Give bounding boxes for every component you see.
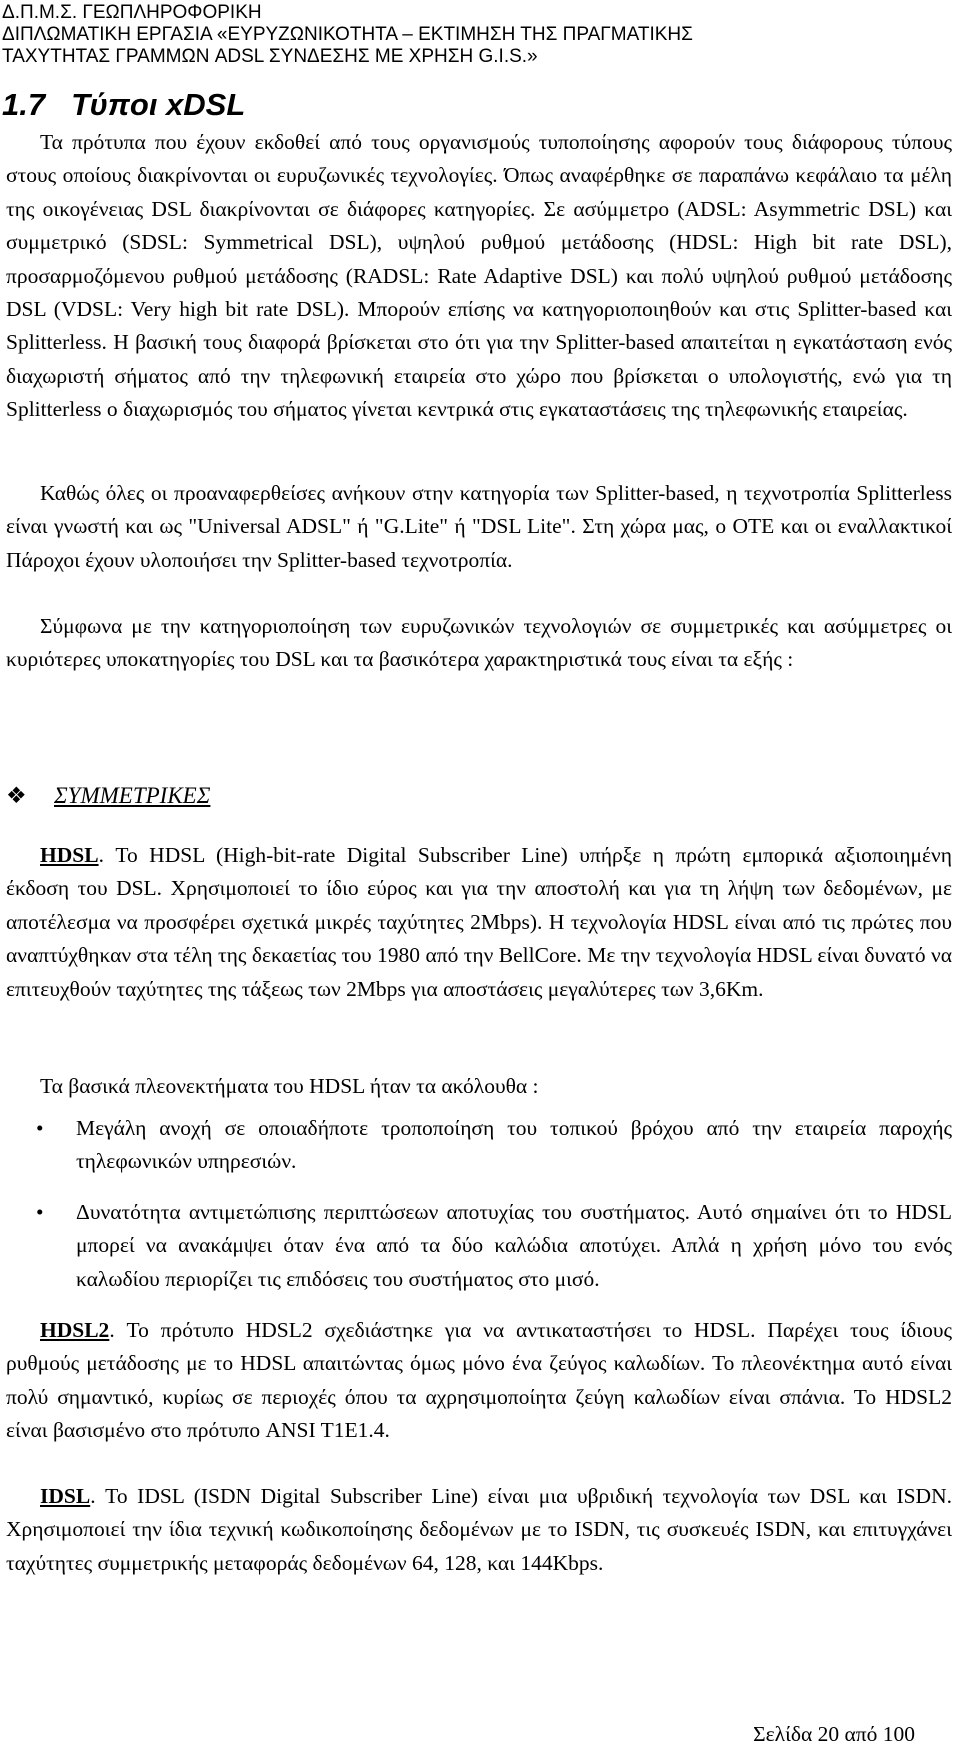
paragraph-hdsl xyxy=(6,839,952,1006)
list-item-text: Μεγάλη ανοχή σε οποιαδήποτε τροποποίηση του τοπικού βρόχου από την εταιρεία παροχής τηλεφωνικών υπηρεσιών. xyxy=(76,1116,952,1174)
term-idsl: IDSL xyxy=(40,1484,91,1508)
paragraph-splitterless: Καθώς όλες οι προαναφερθείσες ανήκουν στην κατηγορία των Splitter-based, η τεχνοτροπία Splitterless είναι γνωστή και ως "Universal ADSL" ή "G.Lite" ή "DSL Lite". Στη χώρα μας, ο ΟΤΕ και οι εναλλακτικοί Πάροχοι έχουν υλοποιήσει την Splitter-based τεχνοτροπία. xyxy=(6,481,952,572)
idsl-description: . Το IDSL (ISDN Digital Subscriber Line) είναι μια υβριδική τεχνολογία των DSL και ISDN. Χρησιμοποιεί την ίδια τεχνική κωδικοποίησης δεδομένων με το ISDN, τις συσκευές ISDN, και επιτυγχάνει ταχύτητες συμμετρικής μεταφοράς δεδομένων 64, 128, και 144Kbps. xyxy=(6,1484,952,1575)
hdsl2-description: . Το πρότυπο HDSL2 σχεδιάστηκε για να αντικαταστήσει το HDSL. Παρέχει τους ίδιους ρυθμούς μετάδοσης με το HDSL απαιτώντας όμως μόνο ένα ζεύγος καλωδίων. Το πλεονέκτημα αυτό είναι πολύ σημαντικό, κυρίως σε περιοχές όπου τα αχρησιμοποίητα ζεύγη καλωδίων είναι σπάνια. Το HDSL2 είναι βασισμένο στο πρότυπο ANSI T1E1.4. xyxy=(6,1318,952,1443)
term-hdsl: HDSL xyxy=(40,843,99,867)
list-item-text: Δυνατότητα αντιμετώπισης περιπτώσεων αποτυχίας του συστήματος. Αυτό σημαίνει ότι το HDSL μπορεί να ανακάμψει όταν ένα από τα δύο καλώδια αποτύχει. Απλά η χρήση μόνο του ενός καλωδίου περιορίζει τις επιδόσεις του συστήματος στο μισό. xyxy=(76,1199,952,1291)
hdsl-advantages-list xyxy=(6,1112,952,1313)
categorisation-text-block xyxy=(6,610,952,677)
symmetric-heading xyxy=(6,780,210,812)
list-item xyxy=(6,1112,952,1179)
section-heading xyxy=(2,87,245,123)
hdsl-text-block xyxy=(6,839,952,1006)
page-number: Σελίδα 20 από 100 xyxy=(753,1722,915,1746)
paragraph-categorisation: Σύμφωνα με την κατηγοριοποίηση των ευρυζωνικών τεχνολογιών σε συμμετρικές και ασύμμετρες οι κυριότερες υποκατηγορίες του DSL και τα βασικότερα χαρακτηριστικά τους είναι τα εξής : xyxy=(6,614,952,672)
idsl-text-block xyxy=(6,1480,952,1580)
section-number: 1.7 xyxy=(2,87,46,122)
list-item xyxy=(6,1196,952,1296)
paragraph-hdsl-advantages-intro: Τα βασικά πλεονεκτήματα του HDSL ήταν τα ακόλουθα : xyxy=(40,1074,539,1098)
header-line-1: Δ.Π.Μ.Σ. ΓΕΩΠΛΗΡΟΦΟΡΙΚΗ xyxy=(2,2,262,23)
symmetric-heading-title: ΣΥΜΜΕΤΡΙΚΕΣ xyxy=(54,783,211,808)
section-title: Τύποι xDSL xyxy=(71,87,246,122)
paragraph-types-intro: Τα πρότυπα που έχουν εκδοθεί από τους οργανισμούς τυποποίησης αφορούν τους διάφορους τύπους στους οποίους διακρίνονται οι ευρυζωνικές τεχνολογίες. Όπως αναφέρθηκε σε παραπάνω κεφάλαιο τα μέλη της οικογένειας DSL διακρίνονται σε διάφορες κατηγορίες. Σε ασύμμετρο (ADSL: Asymmetric DSL) και συμμετρικό (SDSL: Symmetrical DSL), υψηλού ρυθμού μετάδοσης (HDSL: High bit rate DSL), προσαρμοζόμενου ρυθμού μετάδοσης (RADSL: Rate Adaptive DSL) και πολύ υψηλού ρυθμού μετάδοσης DSL (VDSL: Very high bit rate DSL). Μπορούν επίσης να κατηγοριοποιηθούν και στις Splitter-based και Splitterless. Η βασική τους διαφορά βρίσκεται στο ότι για την Splitter-based απαιτείται η εγκατάσταση ενός διαχωριστή σήματος από την τηλεφωνική εταιρεία στο χώρο που βρίσκεται ο υπολογιστής, ενώ για τη Splitterless ο διαχωρισμός του σήματος γίνεται κεντρικά στις εγκαταστάσεις της τηλεφωνικής εταιρείας. xyxy=(6,130,952,422)
bullet-icon: • xyxy=(36,1199,44,1224)
intro-text-block xyxy=(6,126,952,427)
paragraph-hdsl2 xyxy=(6,1314,952,1448)
bullet-icon: • xyxy=(36,1116,44,1140)
term-hdsl2: HDSL2 xyxy=(40,1318,110,1342)
hdsl-advantages-intro-block xyxy=(6,1070,952,1103)
header-line-3: ΤΑΧΥΤΗΤΑΣ ΓΡΑΜΜΩΝ ADSL ΣΥΝΔΕΣΗΣ ΜΕ ΧΡΗΣΗ G.I.S.» xyxy=(2,46,538,67)
diamond-bullet-icon: ❖ xyxy=(6,783,27,808)
header-line-2: ΔΙΠΛΩΜΑΤΙΚΗ ΕΡΓΑΣΙΑ «ΕΥΡΥΖΩΝΙΚΟΤΗΤΑ – ΕΚΤΙΜΗΣΗ ΤΗΣ ΠΡΑΓΜΑΤΙΚΗΣ xyxy=(2,24,693,45)
splitter-text-block xyxy=(6,477,952,577)
paragraph-idsl xyxy=(6,1480,952,1580)
running-header xyxy=(2,2,693,68)
hdsl-description: . Το HDSL (High-bit-rate Digital Subscriber Line) υπήρξε η πρώτη εμπορικά αξιοποιημένη έκδοση του DSL. Χρησιμοποιεί το ίδιο εύρος και για την αποστολή και για τη λήψη των δεδομένων, με αποτέλεσμα να προσφέρει σχετικά μικρές ταχύτητες 2Mbps). Η τεχνολογία HDSL είναι από τις πρώτες που αναπτύχθηκαν στα τέλη της δεκαετίας του 1980 από την BellCore. Με την τεχνολογία HDSL είναι δυνατό να επιτευχθούν ταχύτητες της τάξεως των 2Mbps για αποστάσεις μεγαλύτερες των 3,6Km. xyxy=(6,843,952,1001)
hdsl2-text-block xyxy=(6,1314,952,1448)
